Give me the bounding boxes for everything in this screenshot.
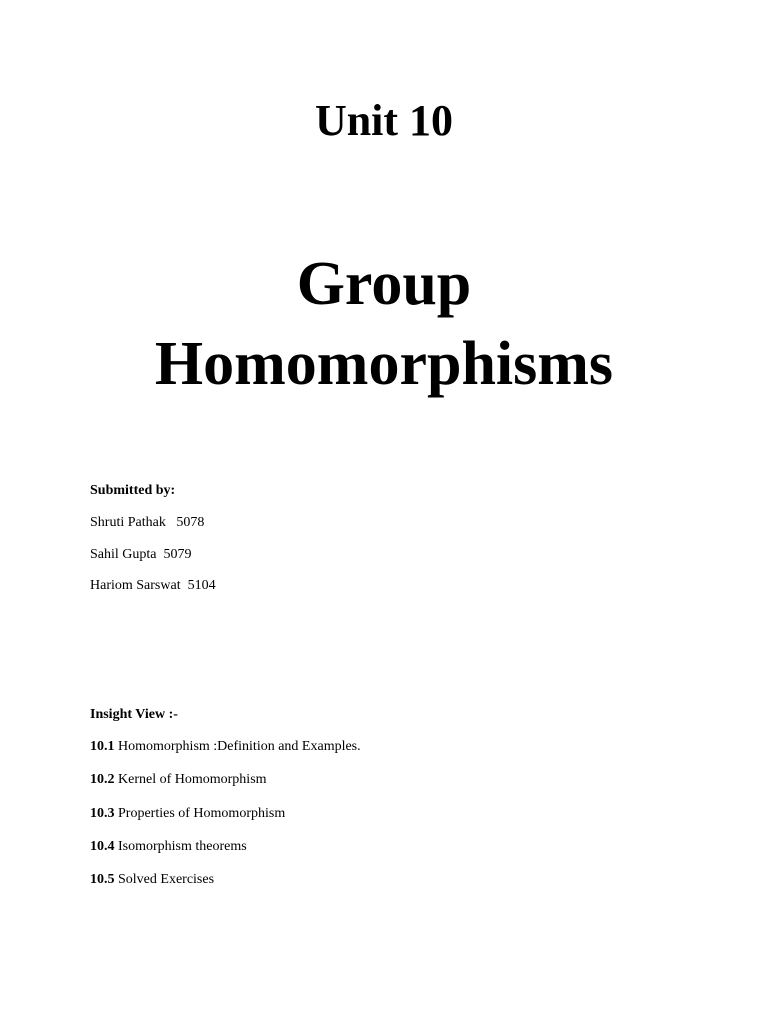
title-line-2: Homomorphisms — [154, 330, 614, 398]
toc-item-text: Properties of Homomorphism — [114, 805, 286, 821]
toc-item — [90, 770, 361, 790]
document-title — [0, 244, 768, 404]
toc-item — [90, 804, 361, 824]
submitted-by-heading: Submitted by: — [90, 483, 176, 498]
toc-item-text: Homomorphism :Definition and Examples. — [114, 739, 361, 754]
author-entry: Sahil Gupta 5079 — [90, 546, 192, 562]
toc-item-number: 10.4 — [90, 838, 115, 854]
toc-item-number: 10.2 — [90, 772, 115, 788]
submitted-by-section — [90, 481, 216, 608]
toc-item — [90, 837, 361, 857]
toc-item — [90, 870, 361, 890]
toc-item — [90, 737, 361, 757]
toc-item-text: Kernel of Homomorphism — [114, 772, 267, 788]
insight-view-section — [90, 705, 361, 903]
author-entry: Shruti Pathak 5078 — [90, 515, 205, 530]
toc-item-text: Isomorphism theorems — [114, 838, 247, 854]
author-entry: Hariom Sarswat 5104 — [90, 578, 216, 593]
title-line-1: Group — [296, 250, 472, 318]
unit-title: Unit 10 — [314, 96, 454, 145]
insight-view-heading: Insight View :- — [90, 707, 178, 722]
toc-item-text: Solved Exercises — [114, 872, 215, 888]
toc-item-number: 10.3 — [90, 805, 115, 821]
toc-item-number: 10.5 — [90, 872, 115, 888]
toc-item-number: 10.1 — [90, 739, 115, 754]
